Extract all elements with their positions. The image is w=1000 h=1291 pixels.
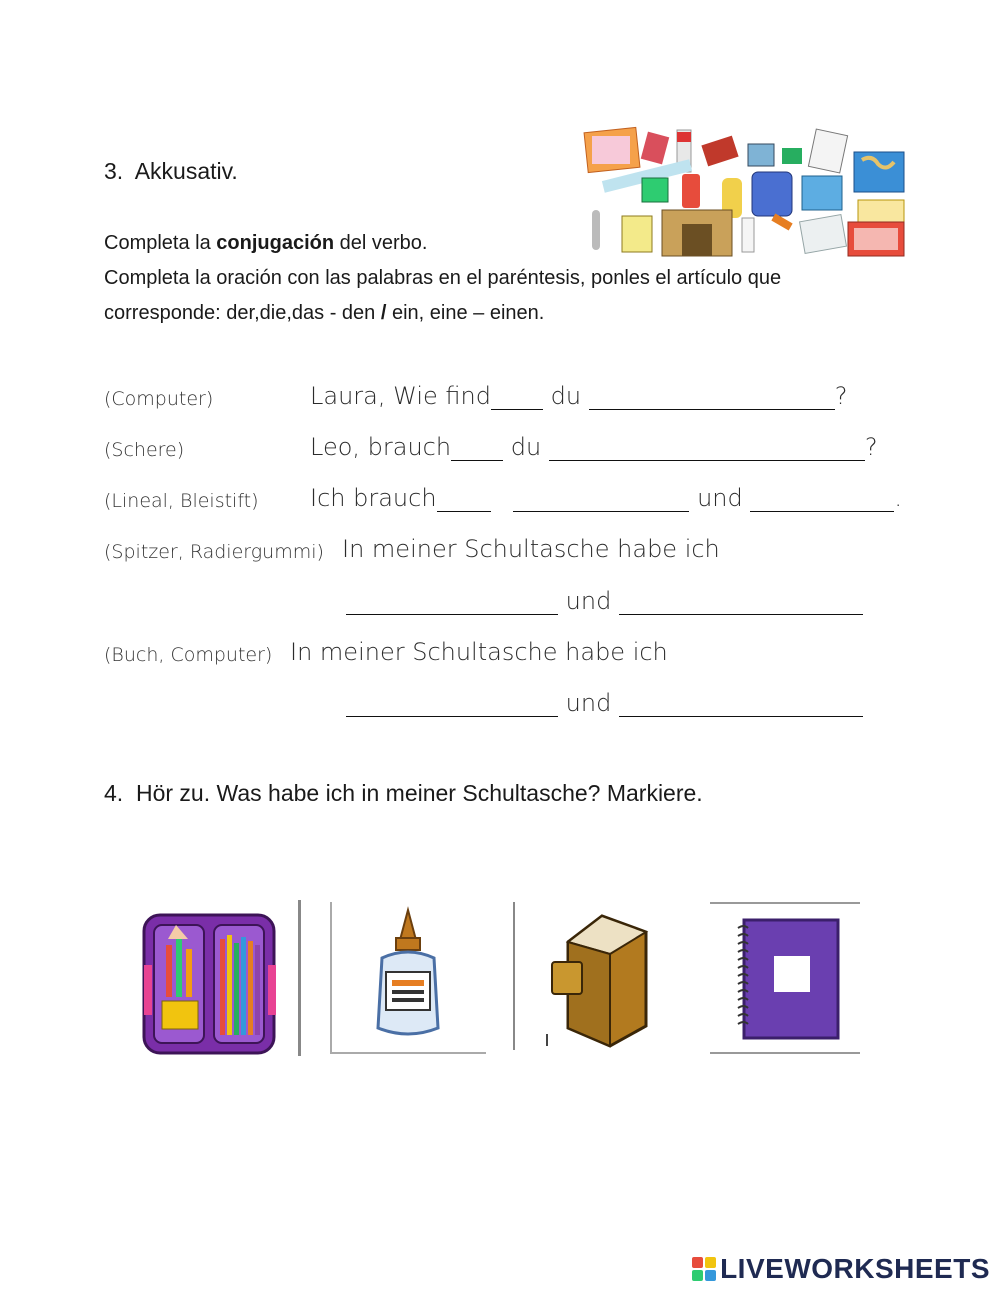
liveworksheets-logo [692,1252,990,1286]
row-3-text-a: Ich brauch [310,484,437,512]
exercise-row-2 [310,433,878,461]
object-blank-5a[interactable] [346,692,558,717]
pencil-case-image[interactable] [130,905,286,1055]
verb-ending-blank-1[interactable] [491,385,543,410]
row-2-end: ? [864,433,878,461]
logo-blocks-icon [692,1257,716,1281]
instruction-3-pre: corresponde: der,die,das - den [104,302,381,324]
object-blank-1[interactable] [589,385,835,410]
instruction-1-pre: Completa la [104,232,217,254]
row-2-text-b: du [510,433,542,461]
exercise-row-1 [310,382,847,410]
row-1-text-b: du [550,382,582,410]
exercise-row-5-text: In meiner Schultasche habe ich [290,638,668,666]
book-image[interactable] [528,906,678,1052]
instructions [104,226,984,331]
instruction-line-1 [104,226,984,261]
row-3-text-b: und [697,484,743,512]
exercise-row-4-text: In meiner Schultasche habe ich [342,535,720,563]
hint-buch-computer: (Buch, Computer) [104,644,273,666]
section-4-number: 4. [104,780,124,806]
instruction-line-3 [104,296,984,331]
section-3-heading [104,158,238,185]
glue-bottle-icon [330,902,486,1054]
row-3-end: . [894,484,903,512]
divider-2 [513,902,515,1050]
row-5-text-b: und [565,689,612,717]
row-1-end: ? [834,382,848,410]
glue-image[interactable] [330,902,486,1054]
object-blank-5b[interactable] [619,692,863,717]
object-blank-3b[interactable] [750,487,894,512]
section-3-number: 3. [104,158,124,184]
object-blank-3a[interactable] [513,487,689,512]
book-icon [528,906,678,1052]
logo-text: LIVEWORKSHEETS [720,1253,990,1284]
exercise-row-4-blanks [346,587,863,615]
hint-computer: (Computer) [104,388,214,410]
hint-schere: (Schere) [104,439,185,461]
instruction-3-slash: / [380,302,387,324]
row-4-text-b: und [565,587,612,615]
instruction-1-bold: conjugación [216,232,335,254]
exercise-row-5-blanks [346,689,863,717]
object-blank-4a[interactable] [346,590,558,615]
pencil-case-icon [130,905,286,1055]
exercise-row-3 [310,484,902,512]
hint-spitzer-radiergummi: (Spitzer, Radiergummi) [104,541,324,563]
verb-ending-blank-2[interactable] [451,436,503,461]
notebook-icon [710,900,860,1058]
notebook-image[interactable] [710,900,860,1058]
object-blank-4b[interactable] [619,590,863,615]
instruction-line-2: Completa la oración con las palabras en el paréntesis, ponles el artículo que [104,267,782,289]
section-3-title: Akkusativ. [134,158,238,184]
section-4-heading [104,780,703,807]
row-1-text-a: Laura, Wie find [310,382,491,410]
section-4-title: Hör zu. Was habe ich in meiner Schultasche? Markiere. [135,780,703,806]
instruction-3-post: ein, eine – einen. [386,302,545,324]
row-2-text-a: Leo, brauch [310,433,452,461]
object-blank-2[interactable] [549,436,865,461]
divider-1 [298,900,301,1056]
hint-lineal-bleistift: (Lineal, Bleistift) [104,490,259,512]
instruction-1-post: del verbo. [334,232,428,254]
verb-ending-blank-3[interactable] [437,487,491,512]
